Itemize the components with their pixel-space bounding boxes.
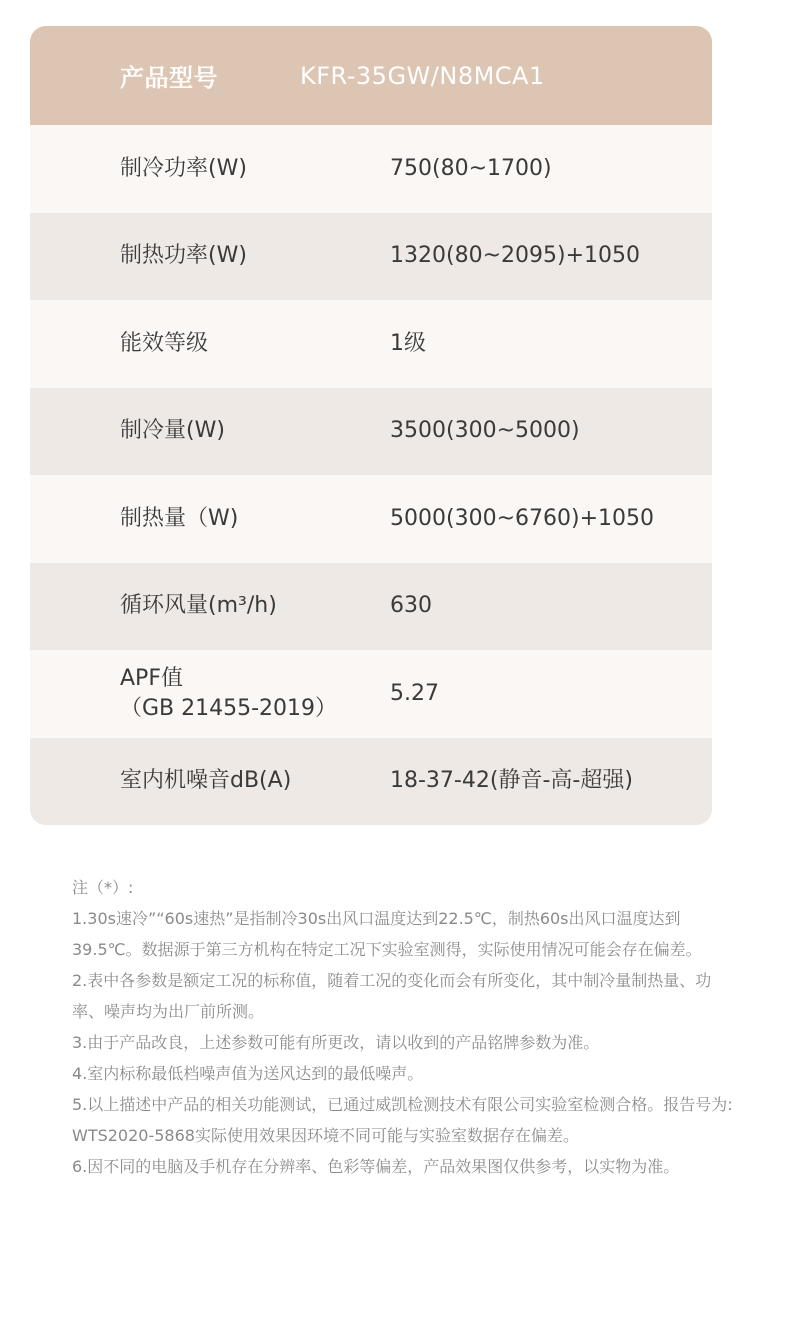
spec-label: 制热量（W) (120, 505, 239, 531)
spec-row-cooling-power (30, 125, 712, 213)
notes-section (72, 872, 737, 1182)
spec-value: 1级 (390, 330, 426, 356)
spec-row-air-flow (30, 563, 712, 651)
note-item: 4.室内标称最低档噪声值为送风达到的最低噪声。 (72, 1064, 424, 1083)
spec-table (30, 26, 712, 825)
spec-label: 制热功率(W) (120, 243, 247, 269)
spec-label: 循环风量(m³/h) (120, 593, 277, 619)
note-item: 2.表中各参数是额定工况的标称值，随着工况的变化而会有所变化，其中制冷量制热量、功率、噪声均为出厂前所测。 (72, 971, 712, 1021)
notes-title: 注（*）: (72, 878, 134, 897)
spec-row-heating-power (30, 213, 712, 301)
model-value: KFR-35GW/N8MCA1 (300, 61, 545, 90)
note-item: 5.以上描述中产品的相关功能测试，已通过威凯检测技术有限公司实验室检测合格。报告号为: WTS2020-5868实际使用效果因环境不同可能与实验室数据存在偏差。 (72, 1095, 733, 1145)
note-item: 6.因不同的电脑及手机存在分辨率、色彩等偏差，产品效果图仅供参考，以实物为准。 (72, 1157, 680, 1176)
spec-row-noise (30, 738, 712, 826)
spec-value: 18-37-42(静音-高-超强) (390, 768, 633, 794)
spec-value: 1320(80~2095)+1050 (390, 243, 640, 269)
spec-value: 5.27 (390, 680, 439, 706)
spec-label: 室内机噪音dB(A) (120, 768, 292, 794)
spec-value: 630 (390, 593, 432, 619)
note-item: 3.由于产品改良，上述参数可能有所更改，请以收到的产品铭牌参数为准。 (72, 1033, 600, 1052)
spec-row-energy-grade (30, 300, 712, 388)
spec-label-main: APF值 (120, 665, 183, 691)
note-item: 1.30s速冷”“60s速热”是指制冷30s出风口温度达到22.5℃，制热60s出风口温度达到39.5℃。数据源于第三方机构在特定工况下实验室测得，实际使用情况可能会存在偏差。 (72, 909, 702, 959)
spec-label (30, 664, 390, 724)
spec-row-apf (30, 650, 712, 738)
spec-header-row (30, 26, 712, 125)
model-label: 产品型号 (120, 64, 218, 92)
spec-label: 能效等级 (120, 330, 209, 356)
spec-row-cooling-capacity (30, 388, 712, 476)
spec-value: 5000(300~6760)+1050 (390, 505, 654, 531)
spec-label-sub: （GB 21455-2019） (120, 695, 338, 721)
spec-label: 制冷功率(W) (120, 155, 247, 181)
spec-row-heating-capacity (30, 475, 712, 563)
spec-label: 制冷量(W) (120, 418, 225, 444)
spec-value: 750(80~1700) (390, 155, 552, 181)
spec-value: 3500(300~5000) (390, 418, 580, 444)
